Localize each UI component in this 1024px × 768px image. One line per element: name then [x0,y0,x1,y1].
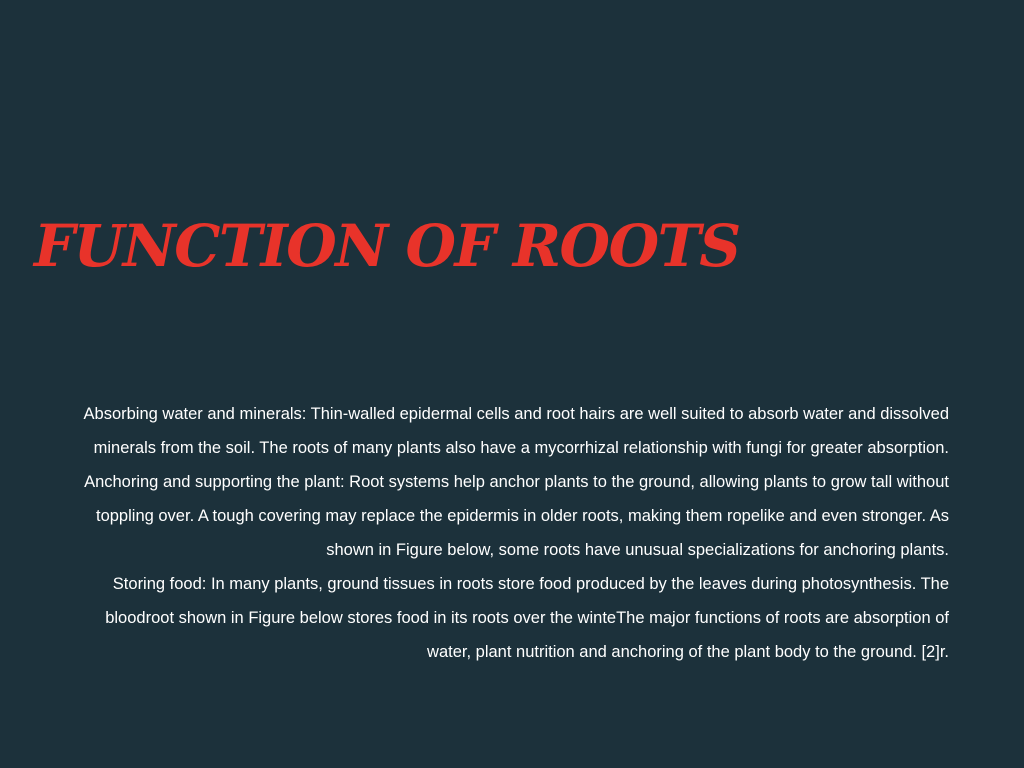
slide-body [58,397,949,669]
paragraph-absorbing: Absorbing water and minerals: Thin-walled epidermal cells and root hairs are well suited to absorb water and dissolved minerals from the soil. The roots of many plants also have a mycorrhizal relationship with fungi for greater absorption. [83,405,949,457]
slide-title: FUNCTION OF ROOTS [34,212,740,280]
paragraph-anchoring: Anchoring and supporting the plant: Root systems help anchor plants to the ground, allowing plants to grow tall without toppling over. A tough covering may replace the epidermis in older roots, making them ropelike and even stronger. As shown in Figure below, some roots have unusual specializations for anchoring plants. [84,473,949,559]
paragraph-storing: Storing food: In many plants, ground tissues in roots store food produced by the leaves during photosynthesis. The bloodroot shown in Figure below stores food in its roots over the winteThe major functions of roots are absorption of water, plant nutrition and anchoring of the plant body to the ground. [2]r. [105,575,949,661]
